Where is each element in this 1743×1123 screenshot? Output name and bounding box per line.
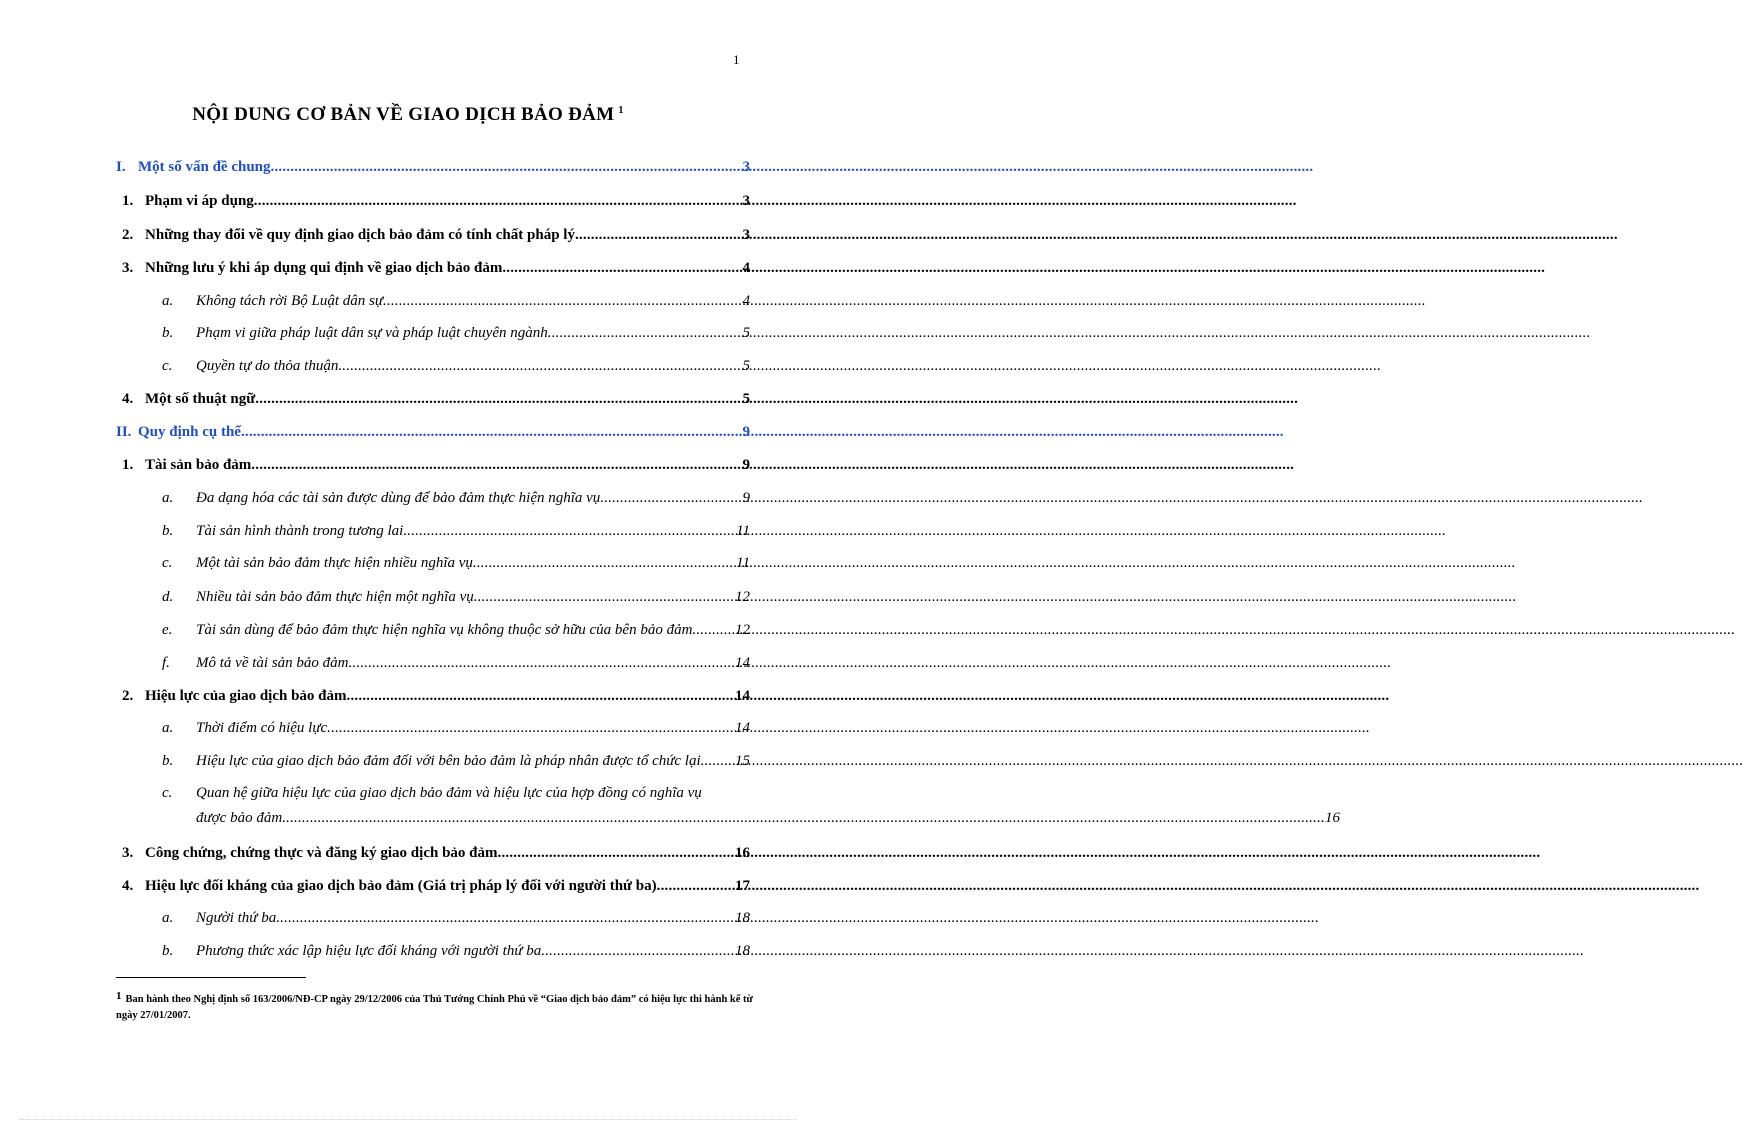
toc-label: Phạm vi áp dụng [145, 193, 254, 209]
toc-page: 12 [735, 622, 750, 638]
toc-page: 9 [742, 490, 750, 506]
toc-marker: a. [162, 910, 174, 926]
footnote-separator [116, 977, 306, 978]
toc-label: Mô tả về tài sản bảo đảm [196, 655, 349, 671]
toc-entry[interactable] [116, 157, 750, 177]
toc-marker: b. [162, 753, 174, 769]
toc-entry[interactable] [116, 422, 750, 442]
toc-label: Phương thức xác lập hiệu lực đối kháng với người thứ ba [196, 943, 542, 959]
toc-entry[interactable] [162, 653, 750, 673]
toc-entry[interactable] [162, 587, 750, 607]
toc-page: 18 [735, 943, 750, 959]
toc-marker: 2. [122, 688, 134, 704]
toc-label: được bảo đảm [196, 810, 283, 826]
toc-marker: c. [162, 555, 173, 571]
toc-marker: b. [162, 523, 174, 539]
toc-entry[interactable] [162, 553, 750, 573]
toc-entry[interactable] [162, 941, 750, 961]
toc-leader [383, 291, 742, 311]
toc-marker: f. [162, 655, 170, 671]
toc-leader [254, 191, 743, 211]
toc-leader [657, 876, 735, 896]
page-number: 1 [733, 52, 740, 67]
toc-marker: 1. [122, 193, 134, 209]
toc-entry[interactable] [122, 843, 750, 863]
toc-page: 3 [742, 159, 750, 175]
footnote [116, 988, 756, 1024]
toc-page: 17 [735, 878, 750, 894]
toc-marker: a. [162, 720, 174, 736]
toc-page: 14 [735, 720, 750, 736]
toc-entry[interactable] [162, 488, 750, 508]
toc-leader [548, 323, 743, 343]
toc-entry[interactable] [122, 876, 750, 896]
toc-page: 5 [742, 391, 750, 407]
toc-page: 4 [742, 260, 750, 276]
toc-page: 9 [742, 424, 750, 440]
toc-leader [473, 553, 736, 573]
toc-page: 11 [736, 555, 750, 571]
toc-marker: 3. [122, 845, 134, 861]
toc-marker: 4. [122, 878, 134, 894]
page-bottom-divider [20, 1119, 796, 1120]
toc-page: 18 [735, 910, 750, 926]
toc-leader [701, 751, 735, 771]
toc-label: Hiệu lực của giao dịch bảo đảm [145, 688, 347, 704]
toc-label: Người thứ ba [196, 910, 277, 926]
toc-label: Công chứng, chứng thực và đăng ký giao dịch bảo đảm [145, 845, 498, 861]
toc-label: Nhiều tài sản bảo đảm thực hiện một nghĩa vụ [196, 589, 474, 605]
toc-page: 5 [742, 358, 750, 374]
toc-entry[interactable] [122, 258, 750, 278]
toc-entry[interactable] [162, 521, 750, 541]
toc-page: 16 [1325, 810, 1340, 826]
toc-label: Hiệu lực đối kháng của giao dịch bảo đảm (Giá trị pháp lý đối với người thứ ba) [145, 878, 657, 894]
toc-leader [255, 389, 742, 409]
toc-marker: a. [162, 293, 174, 309]
toc-label: Không tách rời Bộ Luật dân sự [196, 293, 384, 309]
toc-marker: d. [162, 589, 174, 605]
toc-label: Tài sản hình thành trong tương lai [196, 523, 404, 539]
toc-leader [271, 157, 743, 177]
toc-page: 14 [735, 655, 750, 671]
toc-marker: 4. [122, 391, 134, 407]
toc-label: Hiệu lực của giao dịch bảo đảm đối với bên bảo đảm là pháp nhân được tổ chức lại [196, 753, 701, 769]
toc-page: 11 [736, 523, 750, 539]
toc-leader [541, 941, 735, 961]
toc-entry[interactable] [162, 908, 750, 928]
title-text: NỘI DUNG CƠ BẢN VỀ GIAO DỊCH BẢO ĐẢM [192, 104, 615, 125]
toc-marker: II. [116, 424, 132, 440]
toc-entry[interactable] [122, 225, 750, 245]
toc-leader [600, 488, 742, 508]
toc-entry[interactable] [162, 291, 750, 311]
toc-leader [498, 843, 736, 863]
toc-label: Những thay đổi về quy định giao dịch bảo đảm có tính chất pháp lý [145, 227, 575, 243]
toc-leader [282, 806, 1325, 831]
toc-label: Những lưu ý khi áp dụng qui định về giao dịch bảo đảm [145, 260, 503, 276]
toc-page: 16 [735, 845, 750, 861]
footnote-text: Ban hành theo Nghị định số 163/2006/NĐ-CP ngày 29/12/2006 của Thủ Tướng Chính Phủ về “Giao dịch bảo đảm” có hiệu lực thi hành kể từ ngày 27/01/2007. [116, 994, 753, 1021]
toc-page: 3 [742, 193, 750, 209]
toc-leader [575, 225, 743, 245]
toc-entry[interactable] [162, 356, 750, 376]
toc-leader [474, 587, 735, 607]
toc-leader [347, 686, 735, 706]
toc-entry[interactable] [122, 455, 750, 475]
toc-entry[interactable] [162, 718, 750, 738]
toc-label: Một tài sản bảo đảm thực hiện nhiều nghĩa vụ [196, 555, 473, 571]
toc-marker: a. [162, 490, 174, 506]
toc-marker: c. [162, 785, 173, 801]
title-footnote-ref[interactable]: 1 [618, 105, 624, 116]
toc-label: Quyền tự do thỏa thuận [196, 358, 339, 374]
toc-leader [276, 908, 735, 928]
toc-marker: b. [162, 943, 174, 959]
toc-marker: I. [116, 159, 126, 175]
toc-leader [338, 356, 742, 376]
toc-leader [327, 718, 735, 738]
toc-page: 14 [735, 688, 750, 704]
toc-label: Thời điểm có hiệu lực [196, 720, 328, 736]
toc-page: 5 [742, 325, 750, 341]
toc-label: Một số vấn đề chung [138, 159, 271, 175]
toc-marker: e. [162, 622, 173, 638]
toc-page: 15 [735, 753, 750, 769]
toc-marker: b. [162, 325, 174, 341]
toc-page: 9 [742, 457, 750, 473]
toc-marker: 3. [122, 260, 134, 276]
toc-entry[interactable] [162, 781, 1340, 831]
toc-entry[interactable] [162, 323, 750, 343]
toc-leader [348, 653, 735, 673]
toc-leader [692, 620, 735, 640]
toc-marker: 2. [122, 227, 134, 243]
toc-leader [251, 455, 742, 475]
footnote-ref: 1 [116, 990, 122, 1002]
toc-label: Quan hệ giữa hiệu lực của giao dịch bảo đảm và hiệu lực của hợp đồng có nghĩa vụ [196, 785, 702, 801]
toc-label: Một số thuật ngữ [145, 391, 256, 407]
toc-label: Phạm vi giữa pháp luật dân sự và pháp luật chuyên ngành [196, 325, 548, 341]
toc-leader [241, 422, 743, 442]
toc-label: Tài sản bảo đảm [145, 457, 252, 473]
toc-entry[interactable] [162, 620, 750, 640]
toc-label: Quy định cụ thể [138, 424, 241, 440]
toc-entry[interactable] [122, 191, 750, 211]
toc-entry[interactable] [122, 389, 750, 409]
toc-leader [502, 258, 742, 278]
toc-entry[interactable] [162, 751, 750, 771]
toc-label: Đa dạng hóa các tài sản được dùng để bảo đảm thực hiện nghĩa vụ [196, 490, 601, 506]
toc-page: 4 [742, 293, 750, 309]
toc-marker: c. [162, 358, 173, 374]
toc-page: 3 [742, 227, 750, 243]
toc-page: 12 [735, 589, 750, 605]
toc-entry[interactable] [122, 686, 750, 706]
toc-leader [403, 521, 736, 541]
toc-marker: 1. [122, 457, 134, 473]
toc-label: Tài sản dùng để bảo đảm thực hiện nghĩa vụ không thuộc sở hữu của bên bảo đảm [196, 622, 693, 638]
